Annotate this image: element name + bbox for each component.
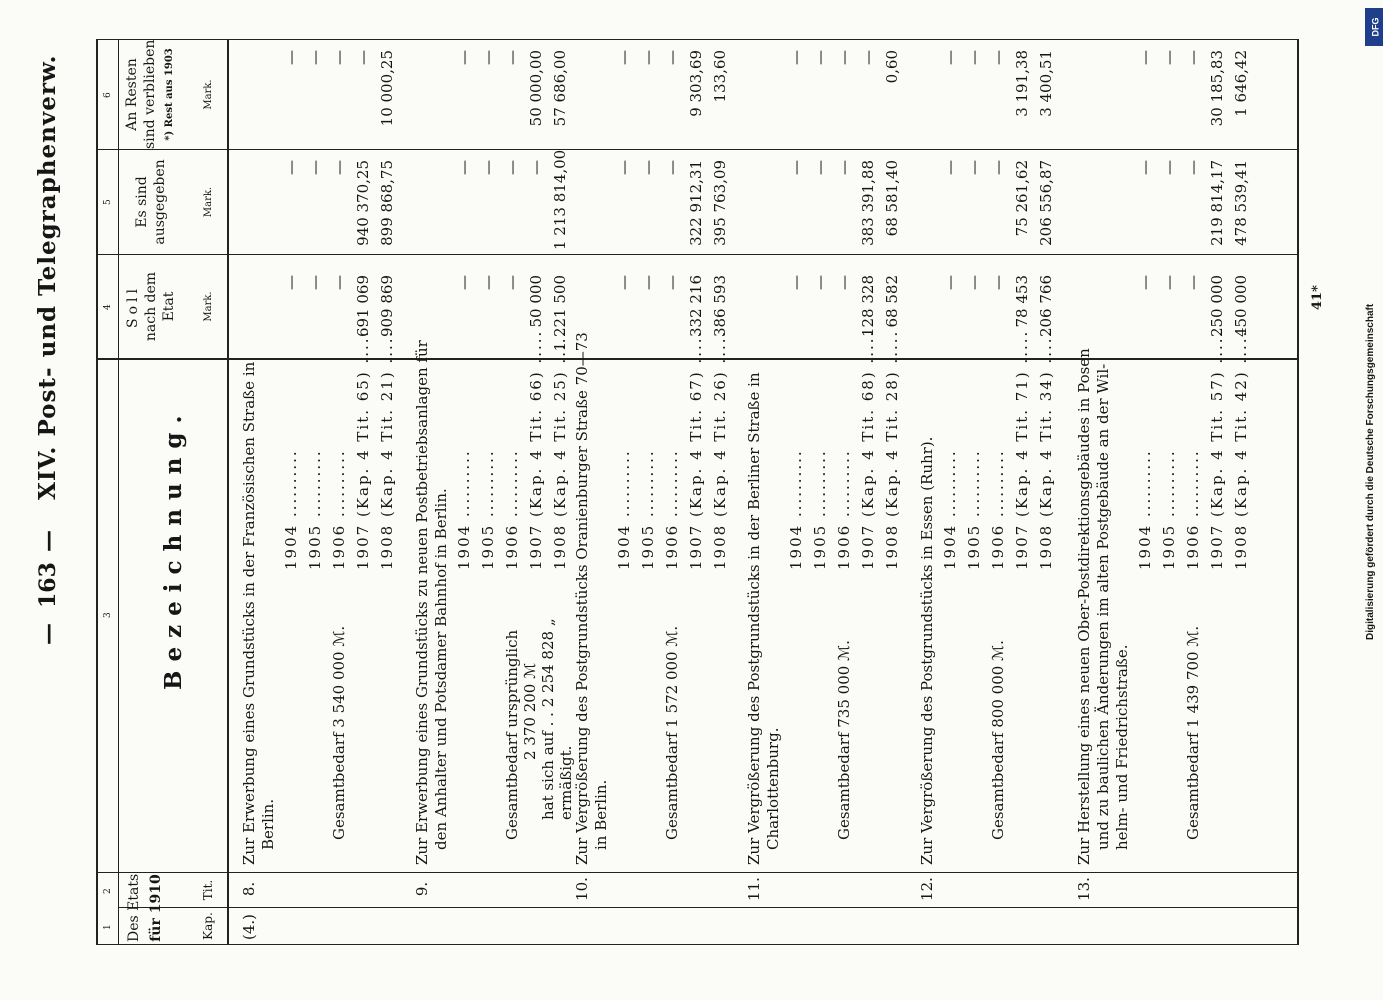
year-row-label: 1904 .......... bbox=[1136, 449, 1154, 570]
ausgegeben-value: — bbox=[527, 160, 545, 175]
soll-value: — bbox=[941, 275, 959, 290]
rest-value: — bbox=[835, 50, 853, 65]
header-dash-right: — bbox=[35, 530, 61, 552]
ausgegeben-value: 478 539,41 bbox=[1232, 160, 1250, 246]
year-row-label: 1908 (Kap. 4 Tit. 26) ..... bbox=[711, 329, 729, 570]
year-row-label: 1905 .......... bbox=[639, 449, 657, 570]
footer-signature-mark: 41* bbox=[1310, 285, 1325, 310]
ausgegeben-value: 68 581,40 bbox=[883, 160, 901, 237]
ausgegeben-value: 322 912,31 bbox=[687, 160, 705, 246]
year-row-label: 1907 (Kap. 4 Tit. 71) ..... bbox=[1013, 329, 1031, 570]
year-row-label: 1908 (Kap. 4 Tit. 21) ..... bbox=[378, 329, 396, 570]
soll-value: — bbox=[663, 275, 681, 290]
soll-value: — bbox=[306, 275, 324, 290]
col5-header-line2: ausgegeben bbox=[152, 159, 168, 245]
colnum-4: 4 bbox=[103, 304, 113, 310]
rest-value: — bbox=[455, 50, 473, 65]
ausgegeben-value: — bbox=[479, 160, 497, 175]
soll-value: — bbox=[615, 275, 633, 290]
ausgegeben-value: — bbox=[639, 160, 657, 175]
ausgegeben-value: 219 814,17 bbox=[1208, 160, 1226, 246]
entry-description-line1: Zur Erwerbung eines Grundstücks in der Französischen Straße in bbox=[240, 361, 258, 865]
rest-value: — bbox=[306, 50, 324, 65]
col4-header-line1: Soll bbox=[125, 285, 141, 328]
section-title: XIV. Post- und Telegraphenverw. bbox=[34, 54, 61, 500]
rest-value: 9 303,69 bbox=[687, 50, 705, 117]
col6-unit: Mark. bbox=[203, 79, 214, 110]
kap-header: Kap. bbox=[201, 912, 215, 940]
col-divider-2 bbox=[118, 907, 1298, 908]
ausgegeben-value: — bbox=[615, 160, 633, 175]
soll-value: — bbox=[1160, 275, 1178, 290]
ausgegeben-value: — bbox=[787, 160, 805, 175]
ausgegeben-value: — bbox=[1136, 160, 1154, 175]
year-row-label: 1905 .......... bbox=[306, 449, 324, 570]
ausgegeben-value: — bbox=[663, 160, 681, 175]
ausgegeben-value: — bbox=[306, 160, 324, 175]
ausgegeben-value: — bbox=[455, 160, 473, 175]
soll-value: 250 000 bbox=[1208, 275, 1226, 338]
year-row-label: 1906 .......... bbox=[663, 449, 681, 570]
soll-value: — bbox=[282, 275, 300, 290]
ausgegeben-value: — bbox=[811, 160, 829, 175]
rest-value: 30 185,83 bbox=[1208, 50, 1226, 127]
entry-tit: 12. bbox=[918, 877, 936, 901]
year-row-label: 1908 (Kap. 4 Tit. 34) ..... bbox=[1037, 329, 1055, 570]
col6-header-line3: *) Rest aus 1903 bbox=[164, 48, 175, 141]
soll-value: 909 869 bbox=[378, 275, 396, 338]
ausgegeben-value: 395 763,09 bbox=[711, 160, 729, 246]
ausgegeben-value: — bbox=[1184, 160, 1202, 175]
soll-value: 450 000 bbox=[1232, 275, 1250, 338]
colnum-3: 3 bbox=[103, 612, 113, 618]
rest-value: — bbox=[663, 50, 681, 65]
year-row-label: 1904 .......... bbox=[282, 449, 300, 570]
col4-header-line3: Etat bbox=[161, 291, 177, 322]
year-row-label: 1904 .......... bbox=[787, 449, 805, 570]
col6-header-line2: sind verblieben bbox=[142, 39, 158, 149]
ausgegeben-value: — bbox=[330, 160, 348, 175]
rest-value: — bbox=[354, 50, 372, 65]
year-row-label: 1907 (Kap. 4 Tit. 68) ..... bbox=[859, 329, 877, 570]
year-row-label: 1906 .......... bbox=[503, 449, 521, 570]
entry-tit: 13. bbox=[1075, 877, 1093, 901]
col-divider-6 bbox=[96, 149, 1298, 150]
colnum-rule bbox=[118, 39, 119, 945]
rest-value: 10 000,25 bbox=[378, 50, 396, 127]
page-number: 163 bbox=[35, 562, 61, 608]
soll-value: — bbox=[455, 275, 473, 290]
ausgegeben-value: — bbox=[941, 160, 959, 175]
col5-unit: Mark. bbox=[203, 186, 214, 218]
rest-value: 50 000,00 bbox=[527, 50, 545, 127]
rest-value: — bbox=[503, 50, 521, 65]
soll-value: 691 069 bbox=[354, 275, 372, 338]
rest-value: 1 646,42 bbox=[1232, 50, 1250, 117]
entry-description-line2: Charlottenburg. bbox=[764, 727, 782, 850]
tit-header: Tit. bbox=[201, 879, 215, 901]
entry-description-line2: und zu baulichen Änderungen im alten Postgebäude an der Wil- bbox=[1094, 363, 1112, 850]
soll-value: 78 453 bbox=[1013, 275, 1031, 328]
entry-tit: 8. bbox=[240, 881, 258, 897]
rest-value: — bbox=[941, 50, 959, 65]
soll-value: 1 221 500 bbox=[551, 275, 569, 352]
entry-note-amount: 2 370 200 ℳ bbox=[521, 662, 539, 760]
table-bottom-rule bbox=[1297, 39, 1299, 945]
soll-value: — bbox=[639, 275, 657, 290]
year-row-label: 1906 .......... bbox=[835, 449, 853, 570]
col1-header-line2: für 1910 bbox=[148, 874, 164, 942]
colnum-5: 5 bbox=[103, 199, 113, 205]
rest-value: — bbox=[615, 50, 633, 65]
rest-value: — bbox=[965, 50, 983, 65]
col-divider-1 bbox=[96, 944, 1298, 945]
rest-value: — bbox=[1160, 50, 1178, 65]
year-row-label: 1906 .......... bbox=[989, 449, 1007, 570]
soll-value: 128 328 bbox=[859, 275, 877, 338]
entry-description-line1: Zur Herstellung eines neuen Ober-Postdirektionsgebäudes in Posen bbox=[1075, 348, 1093, 865]
soll-value: 50 000 bbox=[527, 275, 545, 328]
year-row-label: 1907 (Kap. 4 Tit. 67) ..... bbox=[687, 329, 705, 570]
soll-value: 68 582 bbox=[883, 275, 901, 328]
entry-gesamtbedarf: Gesamtbedarf ursprünglich bbox=[503, 629, 521, 840]
dfg-logo bbox=[1365, 8, 1383, 46]
ausgegeben-value: 899 868,75 bbox=[378, 160, 396, 246]
entry-description-line1: Zur Erwerbung eines Grundstücks zu neuen Postbetriebsanlagen für bbox=[413, 340, 431, 865]
col-divider-3 bbox=[96, 872, 1298, 873]
col-divider-7 bbox=[96, 39, 1298, 40]
year-row-label: 1907 (Kap. 4 Tit. 57) ..... bbox=[1208, 329, 1226, 570]
rest-value: — bbox=[639, 50, 657, 65]
soll-value: — bbox=[811, 275, 829, 290]
ausgegeben-value: 383 391,88 bbox=[859, 160, 877, 246]
soll-value: — bbox=[965, 275, 983, 290]
soll-value: — bbox=[1184, 275, 1202, 290]
rest-value: — bbox=[811, 50, 829, 65]
soll-value: 332 216 bbox=[687, 275, 705, 338]
soll-value: — bbox=[503, 275, 521, 290]
entry-tit: 10. bbox=[573, 877, 591, 901]
entry-description-line3: helm- und Friedrichstraße. bbox=[1113, 644, 1131, 850]
year-row-label: 1904 .......... bbox=[615, 449, 633, 570]
rest-value: 0,60 bbox=[883, 50, 901, 84]
soll-value: 206 766 bbox=[1037, 275, 1055, 338]
soll-value: — bbox=[989, 275, 1007, 290]
ausgegeben-value: — bbox=[835, 160, 853, 175]
colnum-1: 1 bbox=[103, 924, 113, 930]
year-row-label: 1908 (Kap. 4 Tit. 25) ..... bbox=[551, 329, 569, 570]
rest-value: — bbox=[1184, 50, 1202, 65]
soll-value: 386 593 bbox=[711, 275, 729, 338]
entry-gesamtbedarf: Gesamtbedarf 800 000 ℳ. bbox=[989, 640, 1007, 840]
entry-gesamtbedarf: Gesamtbedarf 1 439 700 ℳ. bbox=[1184, 625, 1202, 840]
rest-value: — bbox=[859, 50, 877, 65]
year-row-label: 1906 .......... bbox=[330, 449, 348, 570]
year-row-label: 1908 (Kap. 4 Tit. 28) ..... bbox=[883, 329, 901, 570]
kap-value: (4.) bbox=[240, 913, 258, 940]
header-dash-left: — bbox=[35, 623, 61, 645]
entry-description-line2: Berlin. bbox=[259, 798, 277, 850]
col5-header-line1: Es sind bbox=[134, 176, 150, 228]
ausgegeben-value: 1 213 814,00 bbox=[551, 149, 569, 250]
entry-description-line1: Zur Vergrößerung des Postgrundstücks in der Berliner Straße in bbox=[745, 372, 763, 865]
rest-value: 3 191,38 bbox=[1013, 50, 1031, 117]
rest-value: — bbox=[787, 50, 805, 65]
year-row-label: 1907 (Kap. 4 Tit. 66) ..... bbox=[527, 329, 545, 570]
entry-gesamtbedarf: Gesamtbedarf 1 572 000 ℳ. bbox=[663, 625, 681, 840]
year-row-label: 1904 .......... bbox=[941, 449, 959, 570]
ausgegeben-value: 75 261,62 bbox=[1013, 160, 1031, 237]
rest-value: 133,60 bbox=[711, 50, 729, 103]
colnum-6: 6 bbox=[103, 92, 113, 98]
entry-description-line2: den Anhalter und Potsdamer Bahnhof in Berlin. bbox=[432, 488, 450, 850]
soll-value: — bbox=[835, 275, 853, 290]
table-top-rule bbox=[96, 39, 98, 945]
year-row-label: 1905 .......... bbox=[811, 449, 829, 570]
rest-value: — bbox=[989, 50, 1007, 65]
ausgegeben-value: — bbox=[989, 160, 1007, 175]
year-row-label: 1907 (Kap. 4 Tit. 65) ..... bbox=[354, 329, 372, 570]
header-bottom-rule bbox=[227, 39, 229, 945]
entry-note-adjusted: hat sich auf . . 2 254 828 „ bbox=[539, 618, 557, 820]
dfg-logo-text: DFG bbox=[1370, 17, 1380, 37]
rest-value: 3 400,51 bbox=[1037, 50, 1055, 117]
rest-value: — bbox=[282, 50, 300, 65]
col4-unit: Mark. bbox=[203, 291, 214, 322]
ausgegeben-value: 940 370,25 bbox=[354, 160, 372, 246]
col4-header-line2: nach dem bbox=[143, 271, 159, 342]
entry-gesamtbedarf: Gesamtbedarf 735 000 ℳ. bbox=[835, 640, 853, 840]
year-row-label: 1908 (Kap. 4 Tit. 42) ..... bbox=[1232, 329, 1250, 570]
year-row-label: 1905 .......... bbox=[965, 449, 983, 570]
colnum-2: 2 bbox=[103, 888, 113, 894]
entry-tit: 11. bbox=[745, 877, 763, 901]
digitization-credit: Digitalisierung gefördert durch die Deutsche Forschungsgemeinschaft bbox=[1365, 303, 1376, 640]
year-row-label: 1906 .......... bbox=[1184, 449, 1202, 570]
soll-value: — bbox=[1136, 275, 1154, 290]
entry-note-reduced: ermäßigt. bbox=[557, 745, 575, 820]
soll-value: — bbox=[330, 275, 348, 290]
col1-header-line1: Des Etats bbox=[126, 873, 142, 942]
year-row-label: 1905 .......... bbox=[1160, 449, 1178, 570]
entry-description-line2: in Berlin. bbox=[592, 779, 610, 850]
year-row-label: 1905 .......... bbox=[479, 449, 497, 570]
ausgegeben-value: — bbox=[503, 160, 521, 175]
bezeichnung-header: Bezeichnung. bbox=[160, 406, 187, 690]
ausgegeben-value: — bbox=[282, 160, 300, 175]
soll-value: — bbox=[787, 275, 805, 290]
ausgegeben-value: — bbox=[965, 160, 983, 175]
ausgegeben-value: 206 556,87 bbox=[1037, 160, 1055, 246]
rest-value: — bbox=[330, 50, 348, 65]
ausgegeben-value: — bbox=[1160, 160, 1178, 175]
col6-header-line1: An Resten bbox=[124, 58, 140, 131]
entry-tit: 9. bbox=[413, 881, 431, 897]
year-row-label: 1904 .......... bbox=[455, 449, 473, 570]
entry-description-line1: Zur Vergrößerung des Postgrundstücks in Essen (Ruhr). bbox=[918, 436, 936, 865]
soll-value: — bbox=[479, 275, 497, 290]
rest-value: — bbox=[479, 50, 497, 65]
entry-description-line1: Zur Vergrößerung des Postgrundstücks Oranienburger Straße 70—73 bbox=[573, 332, 591, 865]
rest-value: 57 686,00 bbox=[551, 50, 569, 127]
entry-gesamtbedarf: Gesamtbedarf 3 540 000 ℳ. bbox=[330, 625, 348, 840]
rest-value: — bbox=[1136, 50, 1154, 65]
col-divider-5 bbox=[96, 254, 1298, 255]
